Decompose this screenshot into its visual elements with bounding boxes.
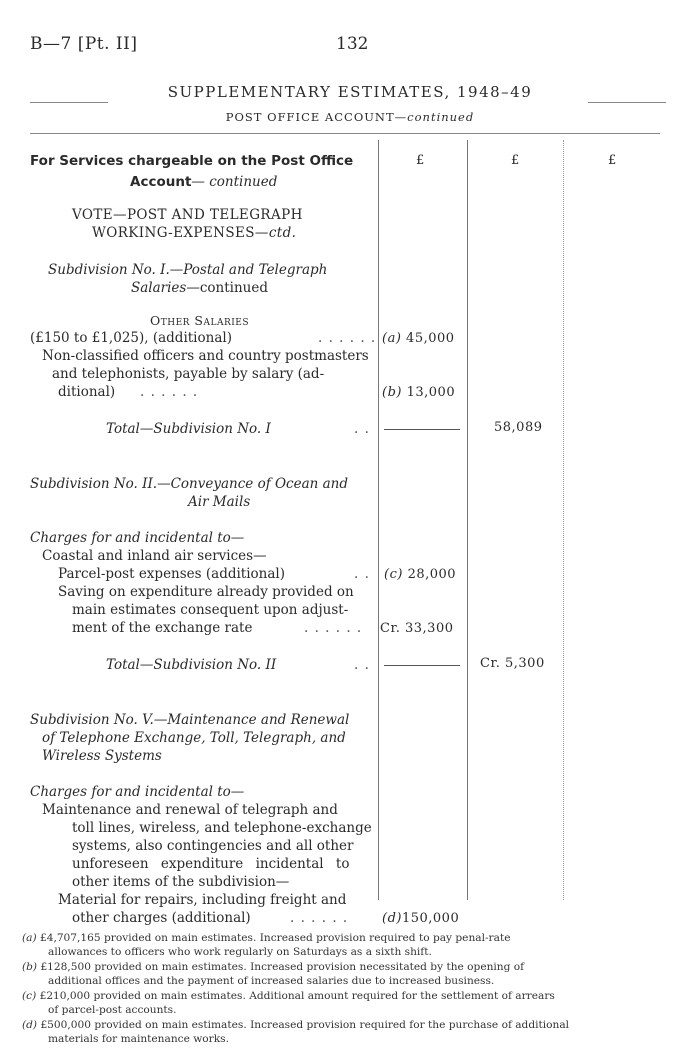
page-reference: B—7 [Pt. II] xyxy=(30,34,138,54)
saving-line-2: main estimates consequent upon adjust- xyxy=(72,602,349,618)
other-salaries-heading: Other Salaries xyxy=(150,313,250,328)
subdiv2-total-amount: Cr. 5,300 xyxy=(480,656,545,671)
maint-line-1: Maintenance and renewal of telegraph and xyxy=(42,802,338,818)
footnote-a-line-2: allowances to officers who work regularly on Saturdays as a sixth shift. xyxy=(48,946,432,958)
item-b-amount: (b) 13,000 xyxy=(382,385,456,400)
footnote-d-line-1: (d) £500,000 provided on main estimates. Increased provision required for the purchase of additional xyxy=(22,1019,570,1031)
subdiv1-heading-2: Salaries—continued xyxy=(131,280,269,296)
subdiv5-heading-2: of Telephone Exchange, Toll, Telegraph, and xyxy=(42,730,346,746)
subdiv1-total-label: Total—Subdivision No. I xyxy=(106,421,271,437)
column-header-1: £ xyxy=(416,153,425,168)
page-number: 132 xyxy=(336,34,369,54)
subdiv2-charges: Charges for and incidental to— xyxy=(30,530,245,546)
subdiv1-total-rule xyxy=(384,429,460,430)
subdiv2-heading-1: Subdivision No. II.—Conveyance of Ocean and xyxy=(30,476,349,492)
maint-line-3: systems, also contingencies and all other xyxy=(72,838,354,854)
vote-heading-2: WORKING-EXPENSES—ctd. xyxy=(92,225,297,241)
saving-leader: . . . . . . xyxy=(304,620,363,636)
column-header-3: £ xyxy=(608,153,617,168)
item-c-amount: (c) 28,000 xyxy=(384,567,457,582)
column-divider-2 xyxy=(467,140,468,900)
intro-line-2: Account— continued xyxy=(130,174,278,190)
column-divider-1 xyxy=(378,140,379,900)
subdiv5-heading-3: Wireless Systems xyxy=(42,748,162,764)
subdiv5-charges: Charges for and incidental to— xyxy=(30,784,245,800)
footnote-c-line-1: (c) £210,000 provided on main estimates. Additional amount required for the settlement of arrears xyxy=(22,990,555,1002)
saving-line-3: ment of the exchange rate xyxy=(72,620,253,636)
coastal-heading: Coastal and inland air services— xyxy=(42,548,267,564)
subdiv2-total-label: Total—Subdivision No. II xyxy=(106,657,277,673)
item-c-text: Parcel-post expenses (additional) xyxy=(58,566,286,582)
title-rule-right xyxy=(588,102,666,103)
material-leader: . . . . . . xyxy=(290,910,349,926)
footnote-b-line-1: (b) £128,500 provided on main estimates. Increased provision necessitated by the opening of xyxy=(22,961,525,973)
item-a-leader: . . . . . . xyxy=(318,330,377,346)
page-title: SUPPLEMENTARY ESTIMATES, 1948–49 xyxy=(167,83,533,101)
vote-heading-1: VOTE—POST AND TELEGRAPH xyxy=(72,207,303,223)
material-line-2: other charges (additional) xyxy=(72,910,251,926)
title-rule-left xyxy=(30,102,108,103)
header-rule xyxy=(30,133,660,134)
material-line-1: Material for repairs, including freight and xyxy=(58,892,347,908)
column-header-2: £ xyxy=(511,153,520,168)
maint-line-4: unforeseen expenditure incidental to xyxy=(72,856,350,872)
item-b-line-3: ditional) xyxy=(58,384,116,400)
item-a-text: (£150 to £1,025), (additional) xyxy=(30,330,232,346)
subdiv1-total-amount: 58,089 xyxy=(494,420,543,435)
intro-line-1: For Services chargeable on the Post Office xyxy=(30,153,354,169)
footnote-b-line-2: additional offices and the payment of increased salaries due to increased business. xyxy=(48,975,495,987)
subdiv1-heading-1: Subdivision No. I.—Postal and Telegraph xyxy=(48,262,328,278)
item-b-line-2: and telephonists, payable by salary (ad- xyxy=(52,366,325,382)
footnote-d-line-2: materials for maintenance works. xyxy=(48,1033,229,1045)
subdiv1-total-leader: . . xyxy=(354,421,370,437)
item-b-leader: . . . . . . xyxy=(140,384,199,400)
item-d-amount: (d)150,000 xyxy=(382,911,460,926)
item-c-leader: . . xyxy=(354,566,370,582)
footnote-c-line-2: of parcel-post accounts. xyxy=(48,1004,177,1016)
footnote-a-line-1: (a) £4,707,165 provided on main estimates. Increased provision required to pay penal-rate xyxy=(22,932,511,944)
saving-amount: Cr. 33,300 xyxy=(380,621,454,636)
column-divider-3 xyxy=(563,140,564,900)
subdiv2-total-rule xyxy=(384,665,460,666)
subdiv5-heading-1: Subdivision No. V.—Maintenance and Renewal xyxy=(30,712,350,728)
subdiv2-total-leader: . . xyxy=(354,657,370,673)
subdiv2-heading-2: Air Mails xyxy=(188,494,251,510)
page-subtitle: POST OFFICE ACCOUNT—continued xyxy=(225,110,475,124)
item-a-amount: (a) 45,000 xyxy=(382,331,455,346)
maint-line-2: toll lines, wireless, and telephone-exchange xyxy=(72,820,372,836)
maint-line-5: other items of the subdivision— xyxy=(72,874,290,890)
item-b-line-1: Non-classified officers and country postmasters xyxy=(42,348,369,364)
saving-line-1: Saving on expenditure already provided on xyxy=(58,584,354,600)
